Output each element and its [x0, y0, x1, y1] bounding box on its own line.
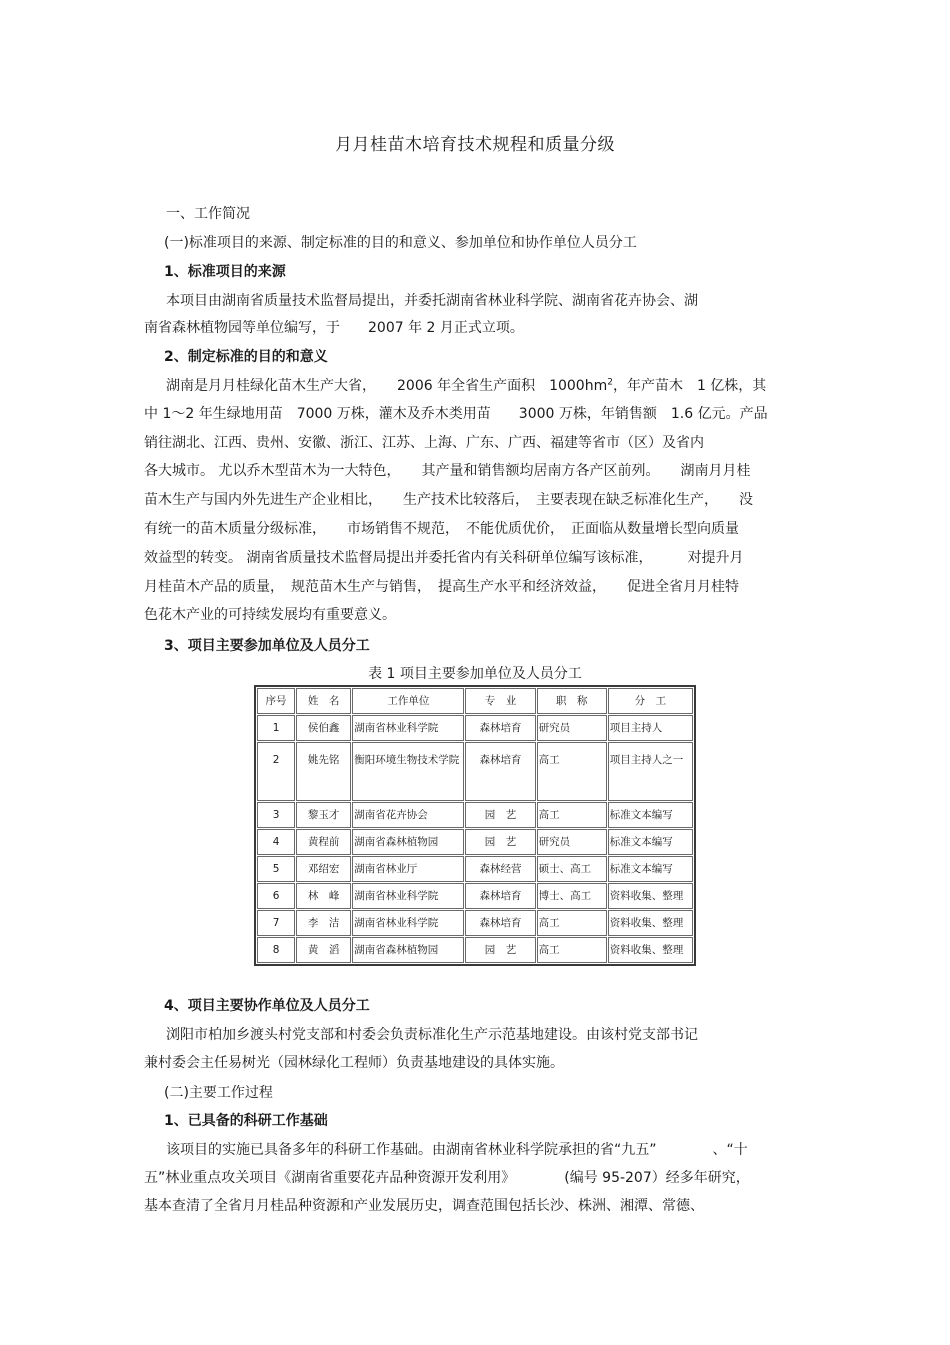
table-row [257, 910, 693, 936]
table-row [257, 937, 693, 963]
paragraph-line: 基本查清了全省月月桂品种资源和产业发展历史，调查范围包括长沙、株洲、湘潭、常德、 [144, 1198, 704, 1214]
cell-title: 博士、高工 [537, 883, 607, 909]
cell-index: 8 [257, 937, 295, 963]
cell-role: 资料收集、整理 [608, 937, 693, 963]
cell-role: 标准文本编写 [608, 829, 693, 855]
cell-name: 黄程前 [296, 829, 351, 855]
cell-name: 邓绍宏 [296, 856, 351, 882]
cell-name: 黄 滔 [296, 937, 351, 963]
cell-unit: 湖南省森林植物园 [352, 937, 464, 963]
table-row [257, 742, 693, 801]
subsection-heading-1-1: (一)标准项目的来源、制定标准的目的和意义、参加单位和协作单位人员分工 [164, 235, 637, 251]
cell-unit: 湖南省森林植物园 [352, 829, 464, 855]
cell-title: 高工 [537, 742, 607, 801]
cell-role: 项目主持人 [608, 715, 693, 741]
cell-unit: 湖南省花卉协会 [352, 802, 464, 828]
paragraph-text: ，年产苗木 1 亿株，其 [612, 378, 767, 394]
cell-unit: 湖南省林业科学院 [352, 910, 464, 936]
cell-title: 硕士、高工 [537, 856, 607, 882]
paragraph-line [166, 376, 766, 396]
cell-index: 6 [257, 883, 295, 909]
cell-major: 森林培育 [465, 883, 535, 909]
section-heading-1: 一、工作简况 [166, 206, 250, 222]
table-row [257, 802, 693, 828]
paragraph-line: 苗木生产与国内外先进生产企业相比， 生产技术比较落后， 主要表现在缺乏标准化生产， 没 [144, 492, 753, 508]
cell-name: 侯伯鑫 [296, 715, 351, 741]
cell-title: 高工 [537, 802, 607, 828]
paragraph-line: 中 1～2 年生绿地用苗 7000 万株，灌木及乔木类用苗 3000 万株，年销售额 1.6 亿元。产品 [144, 406, 768, 422]
paragraph-line: 五”林业重点攻关项目《湖南省重要花卉品种资源开发利用》 (编号 95-207）经多年研究， [144, 1170, 750, 1186]
cell-index: 1 [257, 715, 295, 741]
header-cell: 专 业 [465, 688, 535, 714]
table-row [257, 856, 693, 882]
staff-table [254, 685, 696, 966]
header-cell: 工作单位 [352, 688, 464, 714]
cell-role: 标准文本编写 [608, 856, 693, 882]
item-heading-foundation: 1、已具备的科研工作基础 [164, 1113, 328, 1129]
cell-major: 园 艺 [465, 937, 535, 963]
cell-title: 高工 [537, 937, 607, 963]
cell-major: 园 艺 [465, 802, 535, 828]
header-cell: 分 工 [608, 688, 693, 714]
header-cell: 职 称 [537, 688, 607, 714]
cell-name: 林 峰 [296, 883, 351, 909]
cell-major: 森林培育 [465, 715, 535, 741]
cell-index: 2 [257, 742, 295, 801]
cell-role: 标准文本编写 [608, 802, 693, 828]
table-row [257, 715, 693, 741]
paragraph-line: 效益型的转变。 湖南省质量技术监督局提出并委托省内有关科研单位编写该标准， 对提升月 [144, 550, 744, 566]
paragraph-text: 湖南是月月桂绿化苗木生产大省， 2006 年全省生产面积 1000hm [166, 378, 608, 394]
cell-unit: 湖南省林业科学院 [352, 715, 464, 741]
table-row [257, 829, 693, 855]
header-cell: 序号 [257, 688, 295, 714]
table-row [257, 883, 693, 909]
item-heading-participants: 3、项目主要参加单位及人员分工 [164, 638, 370, 654]
cell-major: 园 艺 [465, 829, 535, 855]
table-caption: 表 1 项目主要参加单位及人员分工 [368, 666, 582, 682]
cell-major: 森林经营 [465, 856, 535, 882]
paragraph-line: 有统一的苗木质量分级标准， 市场销售不规范， 不能优质优价， 正面临从数量增长型向质量 [144, 521, 739, 537]
item-heading-source: 1、标准项目的来源 [164, 264, 286, 280]
paragraph-line: 销往湖北、江西、贵州、安徽、浙江、江苏、上海、广东、广西、福建等省市（区）及省内 [144, 435, 704, 451]
cell-role: 资料收集、整理 [608, 883, 693, 909]
paragraph-line: 兼村委会主任易树光（园林绿化工程师）负责基地建设的具体实施。 [144, 1055, 564, 1071]
cell-index: 7 [257, 910, 295, 936]
cell-index: 3 [257, 802, 295, 828]
item-heading-collaborators: 4、项目主要协作单位及人员分工 [164, 998, 370, 1014]
cell-role: 项目主持人之一 [608, 742, 693, 801]
cell-unit: 衡阳环境生物技术学院 [352, 742, 464, 801]
document-title: 月月桂苗木培育技术规程和质量分级 [335, 135, 615, 155]
cell-major: 森林培育 [465, 910, 535, 936]
item-heading-purpose: 2、制定标准的目的和意义 [164, 349, 328, 365]
paragraph-line: 本项目由湖南省质量技术监督局提出，并委托湖南省林业科学院、湖南省花卉协会、湖 [166, 293, 698, 309]
subsection-heading-1-2: (二)主要工作过程 [164, 1085, 273, 1101]
cell-index: 5 [257, 856, 295, 882]
cell-title: 研究员 [537, 829, 607, 855]
paragraph-line: 浏阳市柏加乡渡头村党支部和村委会负责标准化生产示范基地建设。由该村党支部书记 [166, 1027, 698, 1043]
cell-title: 研究员 [537, 715, 607, 741]
cell-unit: 湖南省林业厅 [352, 856, 464, 882]
paragraph-line: 南省森林植物园等单位编写，于 2007 年 2 月正式立项。 [144, 320, 524, 336]
paragraph-line: 色花木产业的可持续发展均有重要意义。 [144, 607, 396, 623]
cell-index: 4 [257, 829, 295, 855]
cell-name: 黎玉才 [296, 802, 351, 828]
paragraph-line: 该项目的实施已具备多年的科研工作基础。由湖南省林业科学院承担的省“九五” 、“十 [166, 1142, 748, 1158]
superscript: 2 [607, 377, 613, 388]
header-cell: 姓 名 [296, 688, 351, 714]
cell-unit: 湖南省林业科学院 [352, 883, 464, 909]
cell-title: 高工 [537, 910, 607, 936]
cell-name: 姚先铭 [296, 742, 351, 801]
cell-name: 李 洁 [296, 910, 351, 936]
cell-major: 森林培育 [465, 742, 535, 801]
paragraph-line: 各大城市。 尤以乔木型苗木为一大特色， 其产量和销售额均居南方各产区前列。 湖南月月桂 [144, 463, 751, 479]
paragraph-line: 月桂苗木产品的质量， 规范苗木生产与销售， 提高生产水平和经济效益， 促进全省月月桂特 [144, 579, 739, 595]
cell-role: 资料收集、整理 [608, 910, 693, 936]
table-header-row [257, 688, 693, 714]
